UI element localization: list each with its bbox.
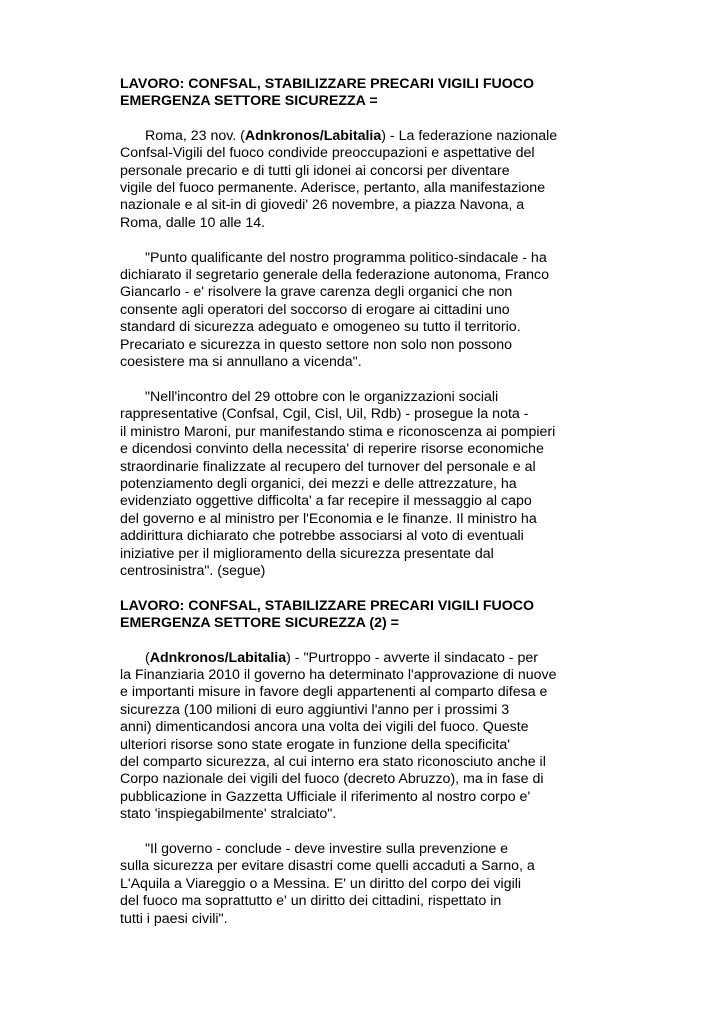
article-2-paragraph-1 [120,650,590,824]
headline-line: EMERGENZA SETTORE SICUREZZA (2) = [120,615,399,632]
paragraph-line [120,250,590,267]
paragraph-line: la Finanziaria 2010 il governo ha determinato l'approvazione di nuove [120,666,557,683]
paragraph-line: il ministro Maroni, pur manifestando stima e riconoscenza ai pompieri [120,423,556,440]
article-2-headline [120,598,590,633]
paragraph-line: ulteriori risorse sono state erogate in funzione della specificita' [120,736,510,753]
paragraph-line: evidenziato oggettive difficolta' a far recepire il messaggio al capo [120,493,532,510]
paragraph-line: del comparto sicurezza, al cui interno era stato riconosciuto anche il [120,753,546,770]
paragraph-line: Roma, dalle 10 alle 14. [120,214,266,231]
paragraph-line: tutti i paesi civili". [120,910,228,927]
headline-line: LAVORO: CONFSAL, STABILIZZARE PRECARI VIGILI FUOCO [120,76,535,92]
paragraph-line: centrosinistra". (segue) [120,562,266,579]
paragraph-line: Precariato e sicurezza in questo settore non solo non possono [120,336,512,353]
paragraph-line: potenziamento degli organici, dei mezzi e delle attrezzature, ha [120,475,517,492]
paragraph-line [120,128,590,145]
paragraph-line: del fuoco ma soprattutto e' un diritto dei cittadini, rispettato in [120,893,502,910]
paragraph-line: nazionale e al sit-in di giovedi' 26 novembre, a piazza Navona, a [120,197,525,214]
headline-line: EMERGENZA SETTORE SICUREZZA = [120,93,378,110]
paragraph-line: addirittura dichiarato che potrebbe associarsi al voto di eventuali [120,528,524,545]
article-2-paragraph-2 [120,841,590,928]
paragraph-line: sicurezza (100 milioni di euro aggiuntivi l'anno per i prossimi 3 [120,701,510,718]
paragraph-line: dichiarato il segretario generale della federazione autonoma, Franco [120,267,550,284]
news-source: Adnkronos/Labitalia [149,649,287,666]
paragraph-line: e dicendosi convinto della necessita' di reperire risorse economiche [120,441,544,458]
paragraph-line: iniziative per il miglioramento della sicurezza presentate dal [120,545,494,562]
paragraph-line: vigile del fuoco permanente. Aderisce, pertanto, alla manifestazione [120,180,546,197]
headline-line: LAVORO: CONFSAL, STABILIZZARE PRECARI VIGILI FUOCO [120,597,535,614]
document-page [120,76,590,945]
article-1-headline [120,76,590,111]
paragraph-line: anni) dimenticandosi ancora una volta dei vigili del fuoco. Queste [120,719,529,736]
paragraph-line: standard di sicurezza adeguato e omogeneo su tutto il territorio. [120,319,521,336]
paragraph-line: personale precario e di tutti gli idonei ai concorsi per diventare [120,162,510,179]
paragraph-text: ) - "Purtroppo - avverte il sindacato - per [286,649,538,666]
paragraph-line: Confsal-Vigili del fuoco condivide preoccupazioni e aspettative del [120,145,535,162]
paragraph-text: ) - La federazione nazionale [381,127,558,144]
article-1-paragraph-3 [120,389,590,580]
article-1-paragraph-1 [120,128,590,232]
paragraph-line: consente agli operatori del soccorso di erogare ai cittadini uno [120,301,510,318]
paragraph-line [120,841,590,858]
paragraph-text: "Il governo - conclude - deve investire sulla prevenzione e [145,841,509,857]
paragraph-text: "Punto qualificante del nostro programma politico-sindacale - ha [145,249,547,266]
paragraph-line: sulla sicurezza per evitare disastri come quelli accaduti a Sarno, a [120,858,535,875]
paragraph-line: del governo e al ministro per l'Economia e le finanze. Il ministro ha [120,510,537,527]
dateline: Roma, 23 nov. ( [145,127,245,144]
open-paren: ( [145,649,150,666]
news-source: Adnkronos/Labitalia [244,127,382,144]
paragraph-line: straordinarie finalizzate al recupero del turnover del personale e al [120,458,536,475]
paragraph-line: Corpo nazionale dei vigili del fuoco (decreto Abruzzo), ma in fase di [120,771,544,788]
article-1-paragraph-2 [120,250,590,372]
paragraph-line [120,389,590,406]
paragraph-line: e importanti misure in favore degli appartenenti al comparto difesa e [120,684,548,701]
paragraph-line: stato 'inspiegabilmente' stralciato". [120,806,337,823]
paragraph-line: Giancarlo - e' risolvere la grave carenza degli organici che non [120,284,513,301]
paragraph-line: coesistere ma si annullano a vicenda". [120,354,362,371]
paragraph-line: pubblicazione in Gazzetta Ufficiale il riferimento al nostro corpo e' [120,788,531,805]
paragraph-text: "Nell'incontro del 29 ottobre con le organizzazioni sociali [145,388,499,405]
paragraph-line: L'Aquila a Viareggio o a Messina. E' un diritto del corpo dei vigili [120,875,522,892]
paragraph-line: rappresentative (Confsal, Cgil, Cisl, Uil, Rdb) - prosegue la nota - [120,406,529,423]
paragraph-line [120,650,590,667]
